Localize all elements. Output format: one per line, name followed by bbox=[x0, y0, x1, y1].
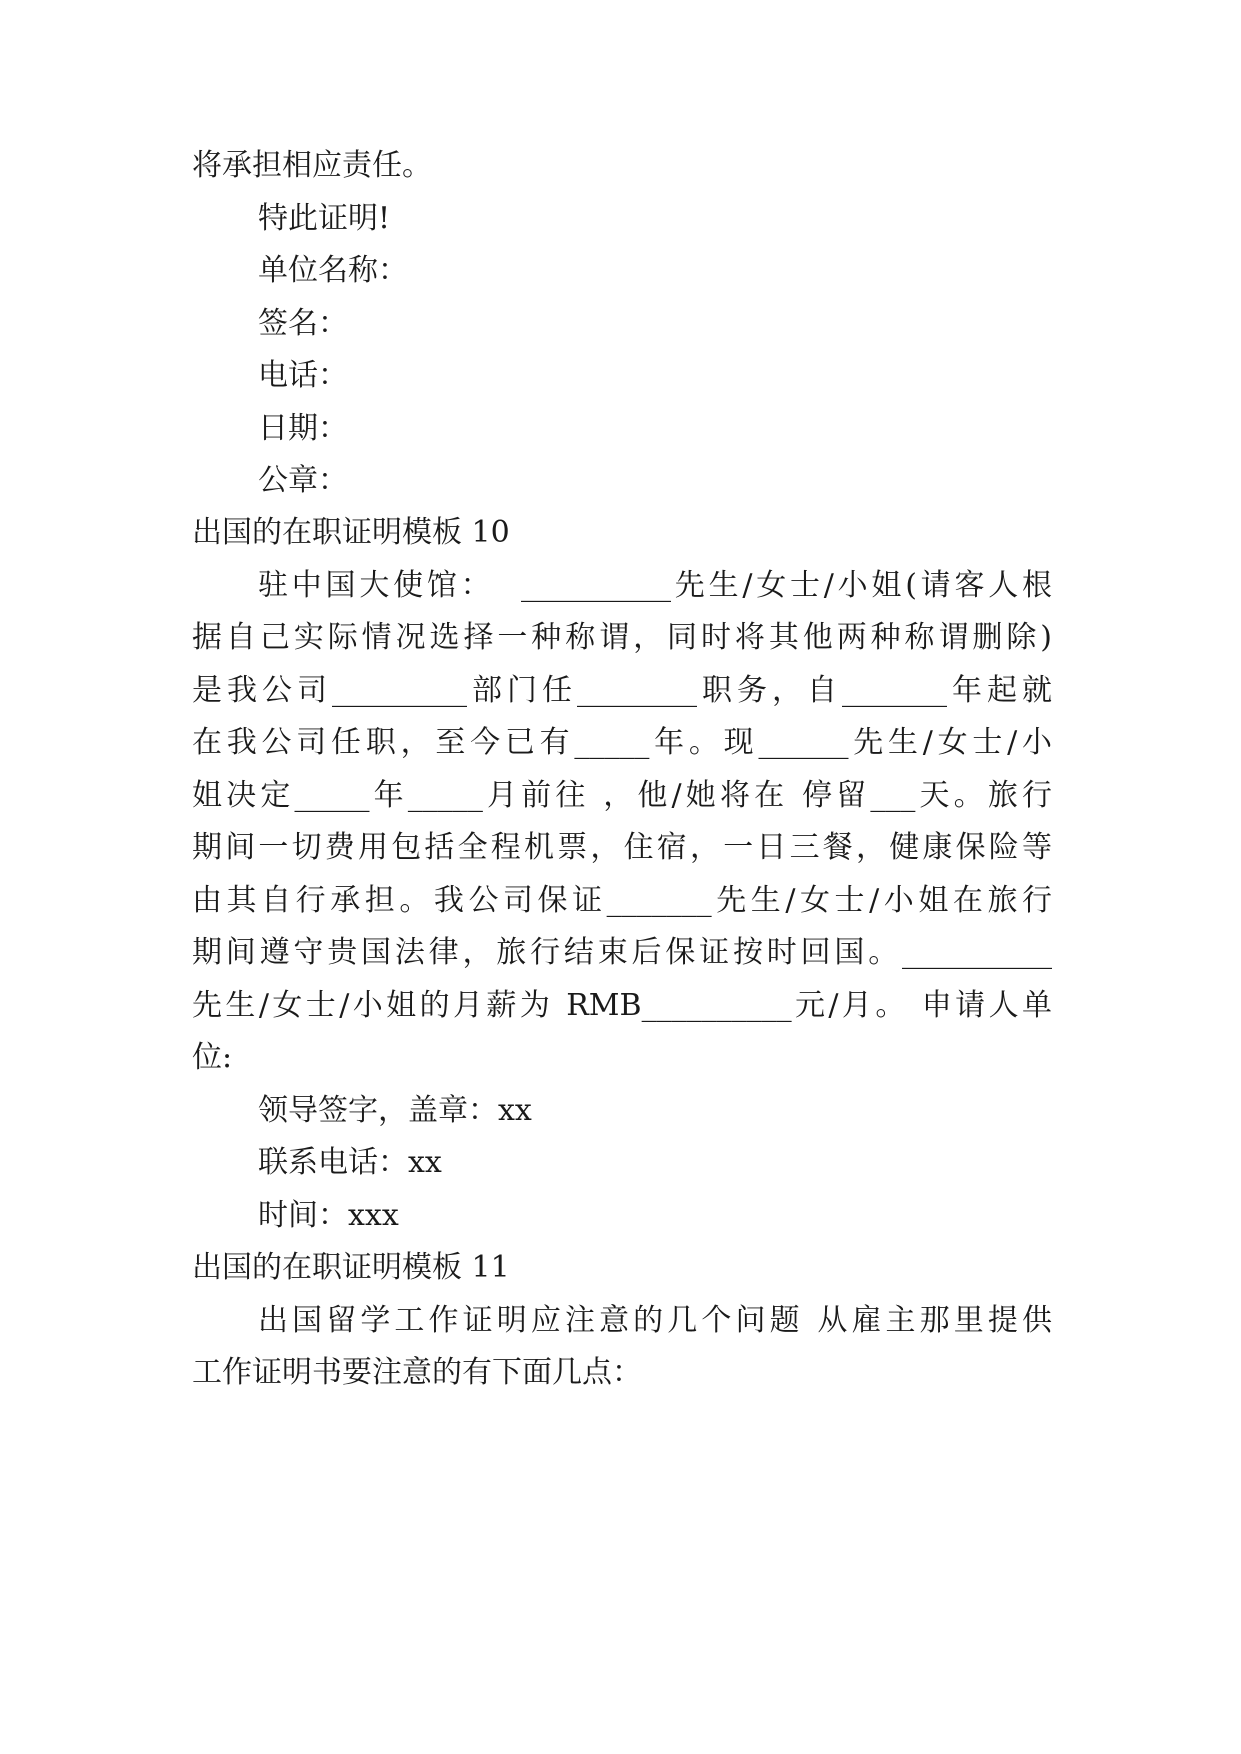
template-10-line: 期间一切费用包括全程机票，住宿，一日三餐，健康保险等 bbox=[192, 830, 1052, 865]
template-10-line: 由其自行承担。我公司保证_______先生/女士/小姐在旅行 bbox=[192, 883, 1052, 918]
contact-phone-field: 联系电话：xx bbox=[258, 1145, 442, 1180]
template-11-line: 出国留学工作证明应注意的几个问题 从雇主那里提供 bbox=[258, 1303, 1052, 1338]
template-10-line: 位: bbox=[192, 1040, 233, 1075]
template-10-line: 姐决定_____年_____月前往 ，他/她将在 停留___天。旅行 bbox=[192, 778, 1052, 813]
phone-field: 电话： bbox=[258, 358, 348, 393]
template-10-line: 驻中国大使馆： __________先生/女士/小姐(请客人根 bbox=[258, 568, 1052, 603]
template-10-line: 是我公司_________部门任________职务，自_______年起就 bbox=[192, 673, 1052, 708]
closing-text: 特此证明! bbox=[258, 201, 391, 236]
continuation-text: 将承担相应责任。 bbox=[192, 148, 432, 183]
template-10-line: 期间遵守贵国法律，旅行结束后保证按时回国。__________ bbox=[192, 935, 1052, 970]
template-11-heading: 出国的在职证明模板 11 bbox=[192, 1250, 510, 1285]
time-field: 时间：xxx bbox=[258, 1198, 399, 1233]
template-10-heading: 出国的在职证明模板 10 bbox=[192, 515, 510, 550]
leader-signature-field: 领导签字，盖章：xx bbox=[258, 1093, 532, 1128]
signature-field: 签名： bbox=[258, 306, 348, 341]
unit-name-field: 单位名称： bbox=[258, 253, 408, 288]
seal-field: 公章： bbox=[258, 463, 348, 498]
template-10-line: 据自己实际情况选择一种称谓，同时将其他两种称谓删除) bbox=[192, 620, 1052, 655]
date-field: 日期： bbox=[258, 411, 348, 446]
template-10-line: 在我公司任职，至今已有_____年。现______先生/女士/小 bbox=[192, 725, 1052, 760]
template-10-line: 先生/女士/小姐的月薪为 RMB__________元/月。 申请人单 bbox=[192, 988, 1052, 1023]
template-11-line: 工作证明书要注意的有下面几点： bbox=[192, 1355, 642, 1390]
